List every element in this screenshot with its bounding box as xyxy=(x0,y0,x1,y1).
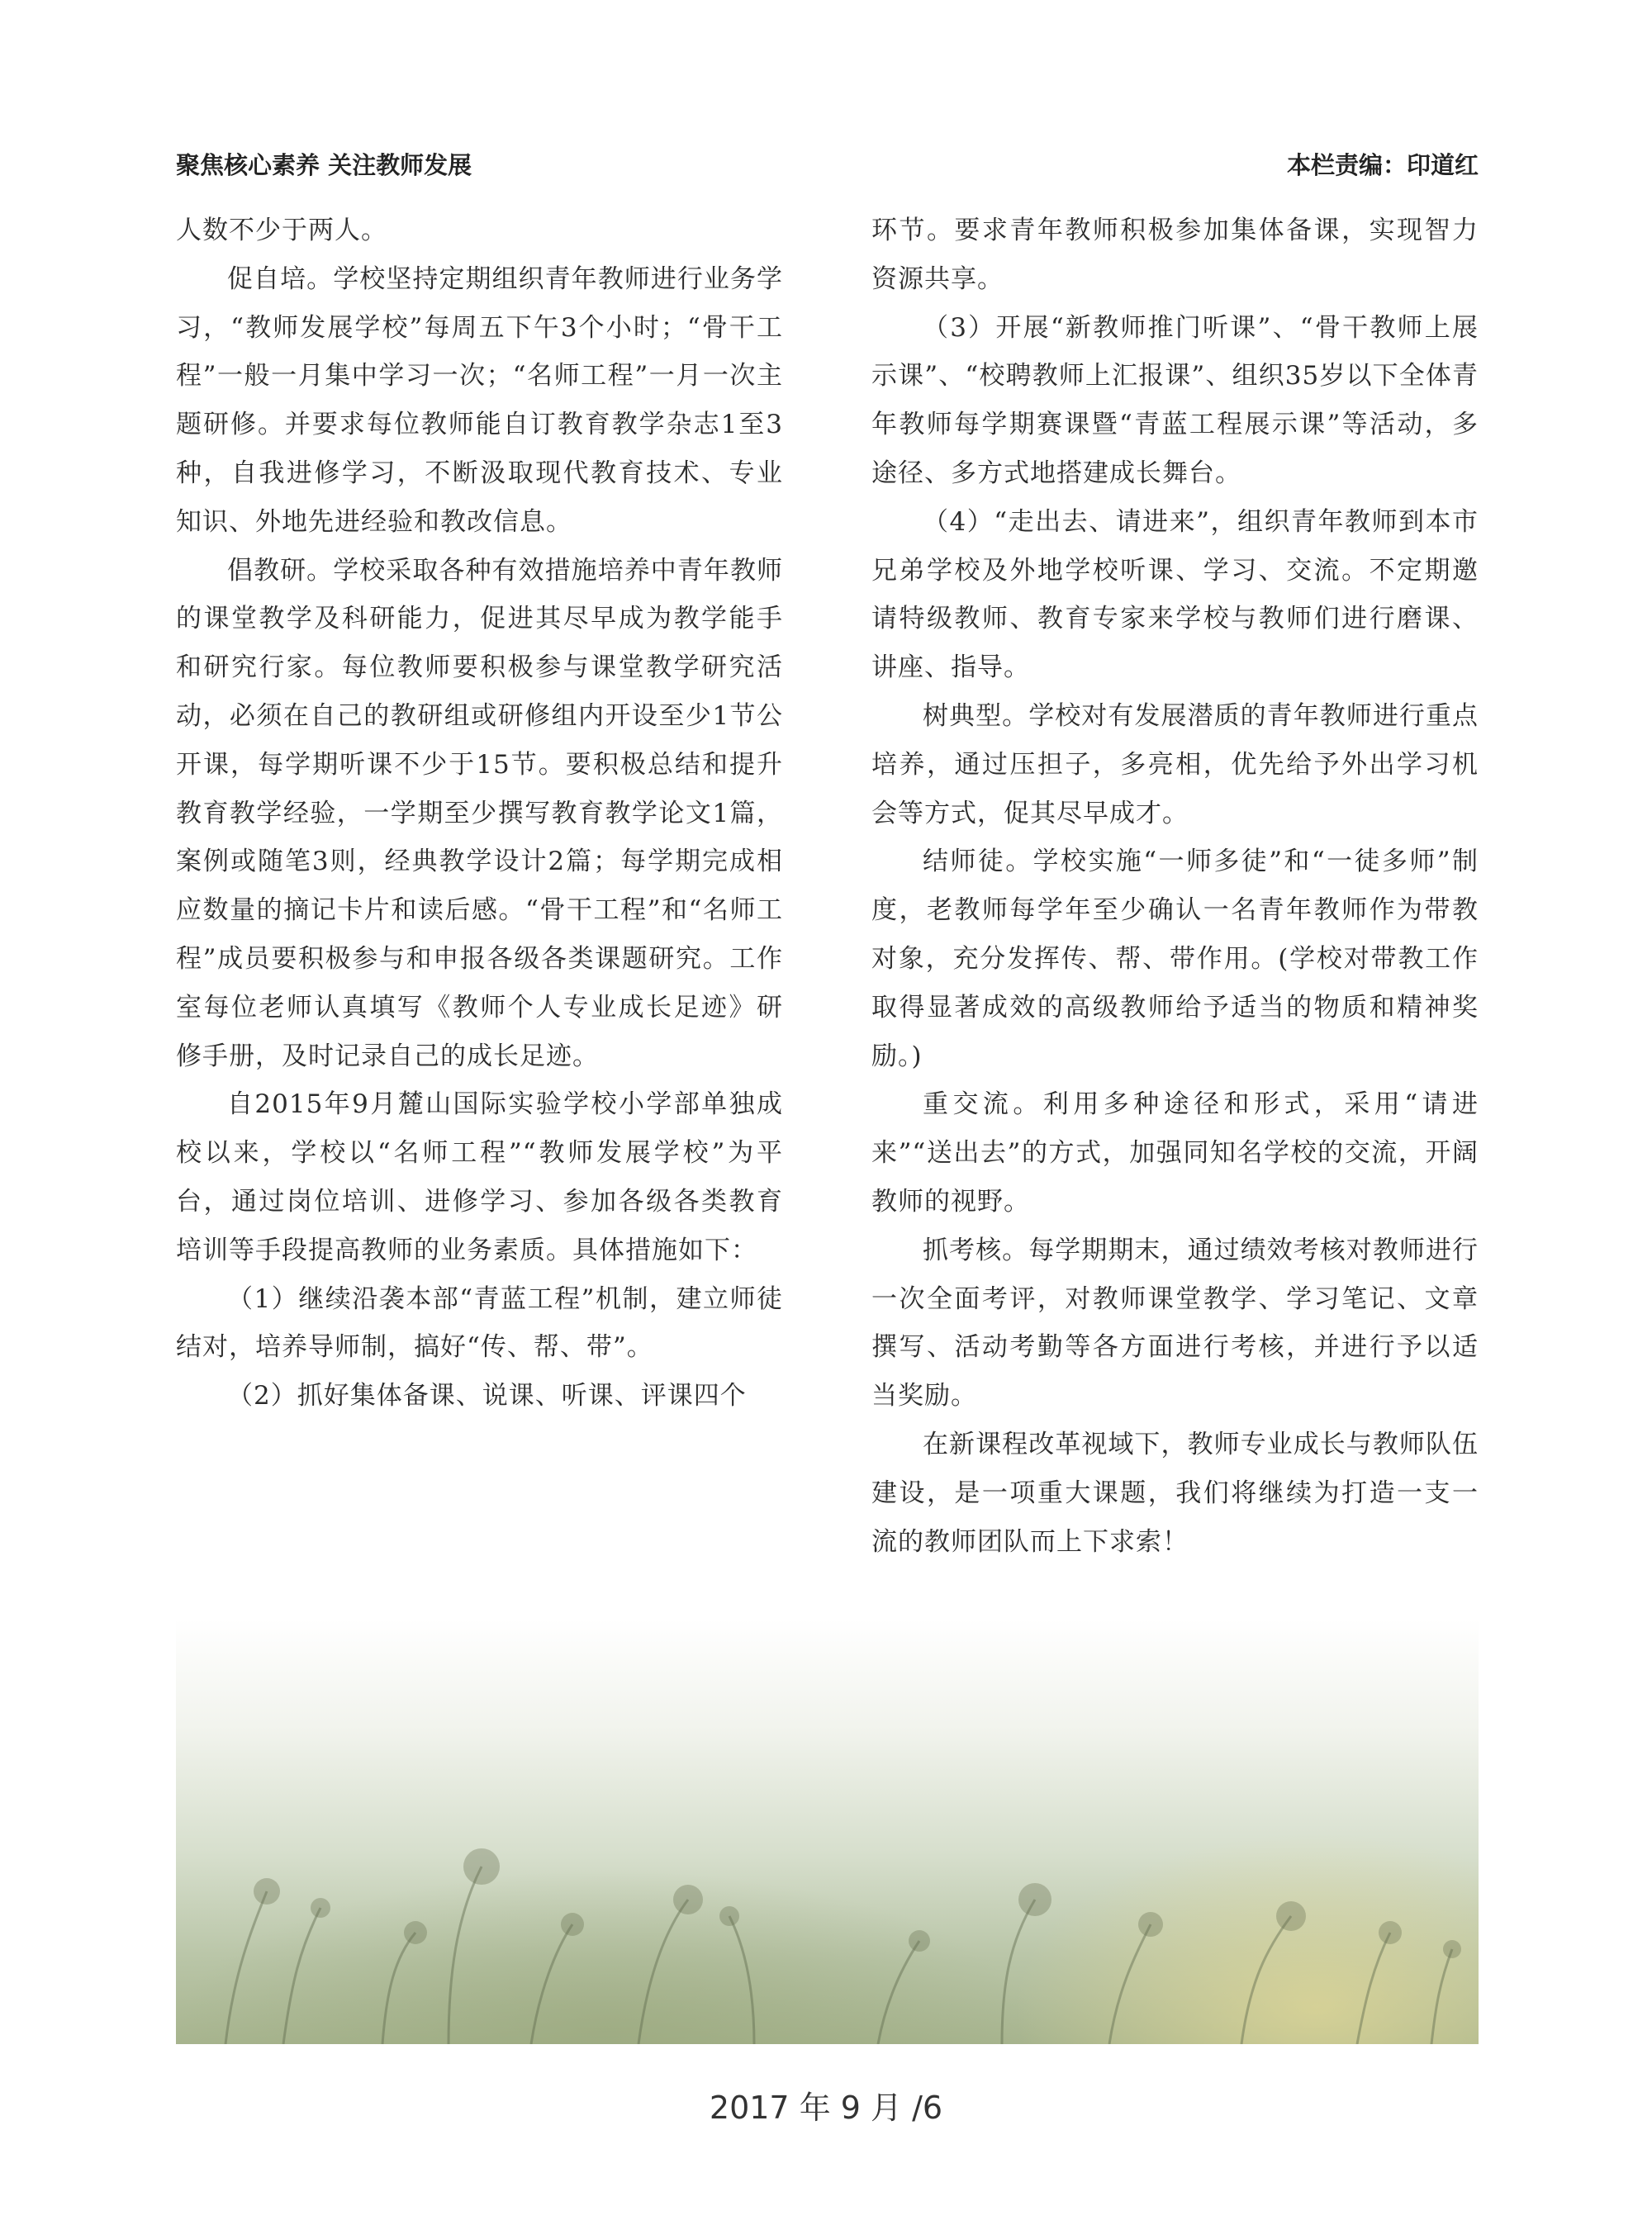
paragraph: 促自培。学校坚持定期组织青年教师进行业务学习，“教师发展学校”每周五下午3个小时；“骨干工程”一般一月集中学习一次；“名师工程”一月一次主题研修。并要求每位教师能自订教育教学杂志1至3种，自我进修学习，不断汲取现代教育技术、专业知识、外地先进经验和教改信息。 xyxy=(176,263,783,537)
article-column-left xyxy=(176,206,783,1421)
section-title: 聚焦核心素养 关注教师发展 xyxy=(176,151,472,179)
paragraph: （3）开展“新教师推门听课”、“骨干教师上展示课”、“校聘教师上汇报课”、组织35岁以下全体青年教师每学期赛课暨“青蓝工程展示课”等活动，多途径、多方式地搭建成长舞台。 xyxy=(871,312,1479,488)
running-header xyxy=(176,147,1479,183)
paragraph: 环节。要求青年教师积极参加集体备课，实现智力资源共享。 xyxy=(871,216,1479,294)
page-footer xyxy=(0,2088,1652,2128)
paragraph: （1）继续沿袭本部“青蓝工程”机制，建立师徒结对，培养导师制，搞好“传、帮、带”。 xyxy=(176,1283,783,1363)
paragraph: 抓考核。每学期期末，通过绩效考核对教师进行一次全面考评，对教师课堂教学、学习笔记、文章撰写、活动考勤等各方面进行考核，并进行予以适当奖励。 xyxy=(871,1235,1479,1411)
paragraph: 重交流。利用多种途径和形式，采用“请进来”“送出去”的方式，加强同知名学校的交流，开阔教师的视野。 xyxy=(871,1089,1479,1217)
decorative-wildflower-photo xyxy=(176,1619,1479,2044)
paragraph: 在新课程改革视域下，教师专业成长与教师队伍建设，是一项重大课题，我们将继续为打造一支一流的教师团队而上下求索！ xyxy=(871,1429,1479,1557)
paragraph: （4）“走出去、请进来”，组织青年教师到本市兄弟学校及外地学校听课、学习、交流。不定期邀请特级教师、教育专家来学校与教师们进行磨课、讲座、指导。 xyxy=(871,506,1479,683)
paragraph: 倡教研。学校采取各种有效措施培养中青年教师的课堂教学及科研能力，促进其尽早成为教学能手和研究行家。每位教师要积极参与课堂教学研究活动，必须在自己的教研组或研修组内开设至少1节公开课，每学期听课不少于15节。要积极总结和提升教育教学经验，一学期至少撰写教育教学论文1篇，案例或随笔3则，经典教学设计2篇；每学期完成相应数量的摘记卡片和读后感。“骨干工程”和“名师工程”成员要积极参与和申报各级各类课题研究。工作室每位老师认真填写《教师个人专业成长足迹》研修手册，及时记录自己的成长足迹。 xyxy=(176,555,783,1071)
paragraph: 人数不少于两人。 xyxy=(176,216,387,245)
column-editor: 本栏责编：印道红 xyxy=(1286,151,1479,179)
paragraph: 自2015年9月麓山国际实验学校小学部单独成校以来，学校以“名师工程”“教师发展学校”为平台，通过岗位培训、进修学习、参加各级各类教育培训等手段提高教师的业务素质。具体措施如下： xyxy=(176,1089,783,1265)
article-column-right xyxy=(871,206,1479,1566)
paragraph: 树典型。学校对有发展潜质的青年教师进行重点培养，通过压担子，多亮相，优先给予外出学习机会等方式，促其尽早成才。 xyxy=(871,700,1479,828)
wildflower-silhouettes xyxy=(176,1619,1479,2044)
paragraph: （2）抓好集体备课、说课、听课、评课四个 xyxy=(227,1381,747,1411)
issue-date-page-number: 2017 年 9 月 /6 xyxy=(709,2090,943,2126)
paragraph: 结师徒。学校实施“一师多徒”和“一徒多师”制度，老教师每学年至少确认一名青年教师作为带教对象，充分发挥传、帮、带作用。(学校对带教工作取得显著成效的高级教师给予适当的物质和精神奖励。) xyxy=(871,847,1479,1071)
